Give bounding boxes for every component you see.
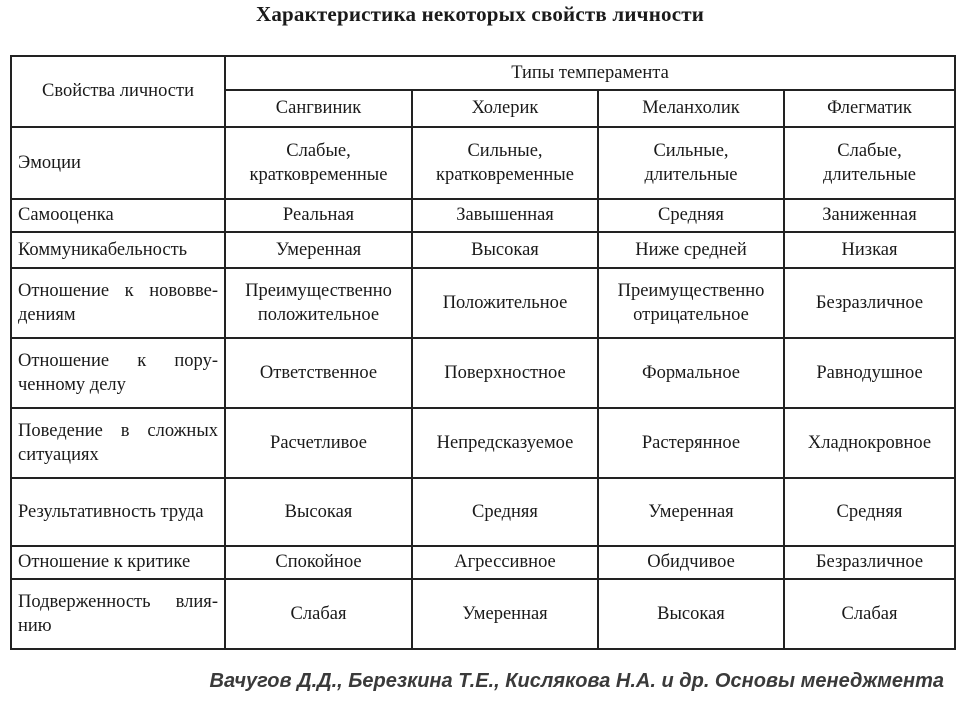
table-cell: Слабая [225, 579, 412, 649]
row-property: Отношение к нововведениям [11, 268, 225, 338]
column-header-type: Флегматик [784, 90, 955, 127]
table-cell: Средняя [412, 478, 598, 546]
page-title: Характеристика некоторых свойств личности [255, 2, 705, 26]
row-property: Коммуникабельность [11, 232, 225, 268]
table-cell: Растерянное [598, 408, 784, 478]
table-cell: Низкая [784, 232, 955, 268]
column-header-type: Холерик [412, 90, 598, 127]
table-row [11, 127, 955, 199]
table-row [11, 338, 955, 408]
table-row [11, 408, 955, 478]
table-cell: Высокая [412, 232, 598, 268]
table-row [11, 268, 955, 338]
table-cell: Завышенная [412, 199, 598, 232]
row-property: Подверженность влиянию [11, 579, 225, 649]
table-cell: Слабая [784, 579, 955, 649]
table-cell: Ниже средней [598, 232, 784, 268]
row-property: Отношение к порученному делу [11, 338, 225, 408]
table-cell: Формальное [598, 338, 784, 408]
table-cell: Сильные, длительные [598, 127, 784, 199]
column-header-properties: Свойства личности [11, 56, 225, 127]
table-cell: Умеренная [598, 478, 784, 546]
column-group-header-temperament-types: Типы темперамента [225, 56, 955, 90]
table-cell: Высокая [225, 478, 412, 546]
table-cell: Ответственное [225, 338, 412, 408]
column-header-type: Меланхолик [598, 90, 784, 127]
table-row [11, 546, 955, 579]
table-cell: Спокойное [225, 546, 412, 579]
row-property: Результативность труда [11, 478, 225, 546]
row-property: Самооценка [11, 199, 225, 232]
table-cell: Средняя [784, 478, 955, 546]
temperament-properties-table [10, 55, 956, 650]
table-row [11, 232, 955, 268]
table-cell: Непредсказуемое [412, 408, 598, 478]
table-header [11, 56, 955, 127]
table-cell: Высокая [598, 579, 784, 649]
table-cell: Агрессивное [412, 546, 598, 579]
table-row [11, 478, 955, 546]
table-cell: Безразличное [784, 546, 955, 579]
table-row [11, 199, 955, 232]
source-citation: Вачугов Д.Д., Березкина Т.Е., Кислякова Н.А. и др. Основы менеджмента [209, 670, 944, 692]
table-body [11, 127, 955, 649]
row-property: Отношение к критике [11, 546, 225, 579]
row-property: Поведение в сложных ситуациях [11, 408, 225, 478]
table-cell: Умеренная [412, 579, 598, 649]
table-cell: Положительное [412, 268, 598, 338]
table-cell: Умеренная [225, 232, 412, 268]
row-property: Эмоции [11, 127, 225, 199]
table-cell: Реальная [225, 199, 412, 232]
table-cell: Преимущественно отрицательное [598, 268, 784, 338]
table-cell: Равнодушное [784, 338, 955, 408]
table-row [11, 579, 955, 649]
table-cell: Слабые, длительные [784, 127, 955, 199]
table-cell: Заниженная [784, 199, 955, 232]
table-cell: Хладнокровное [784, 408, 955, 478]
column-header-type: Сангвиник [225, 90, 412, 127]
table-cell: Поверхностное [412, 338, 598, 408]
table-cell: Безразличное [784, 268, 955, 338]
table-cell: Расчетливое [225, 408, 412, 478]
table-cell: Средняя [598, 199, 784, 232]
table-cell: Слабые, кратковременные [225, 127, 412, 199]
table-cell: Сильные, кратковременные [412, 127, 598, 199]
table-cell: Преимущественно положительное [225, 268, 412, 338]
table-cell: Обидчивое [598, 546, 784, 579]
